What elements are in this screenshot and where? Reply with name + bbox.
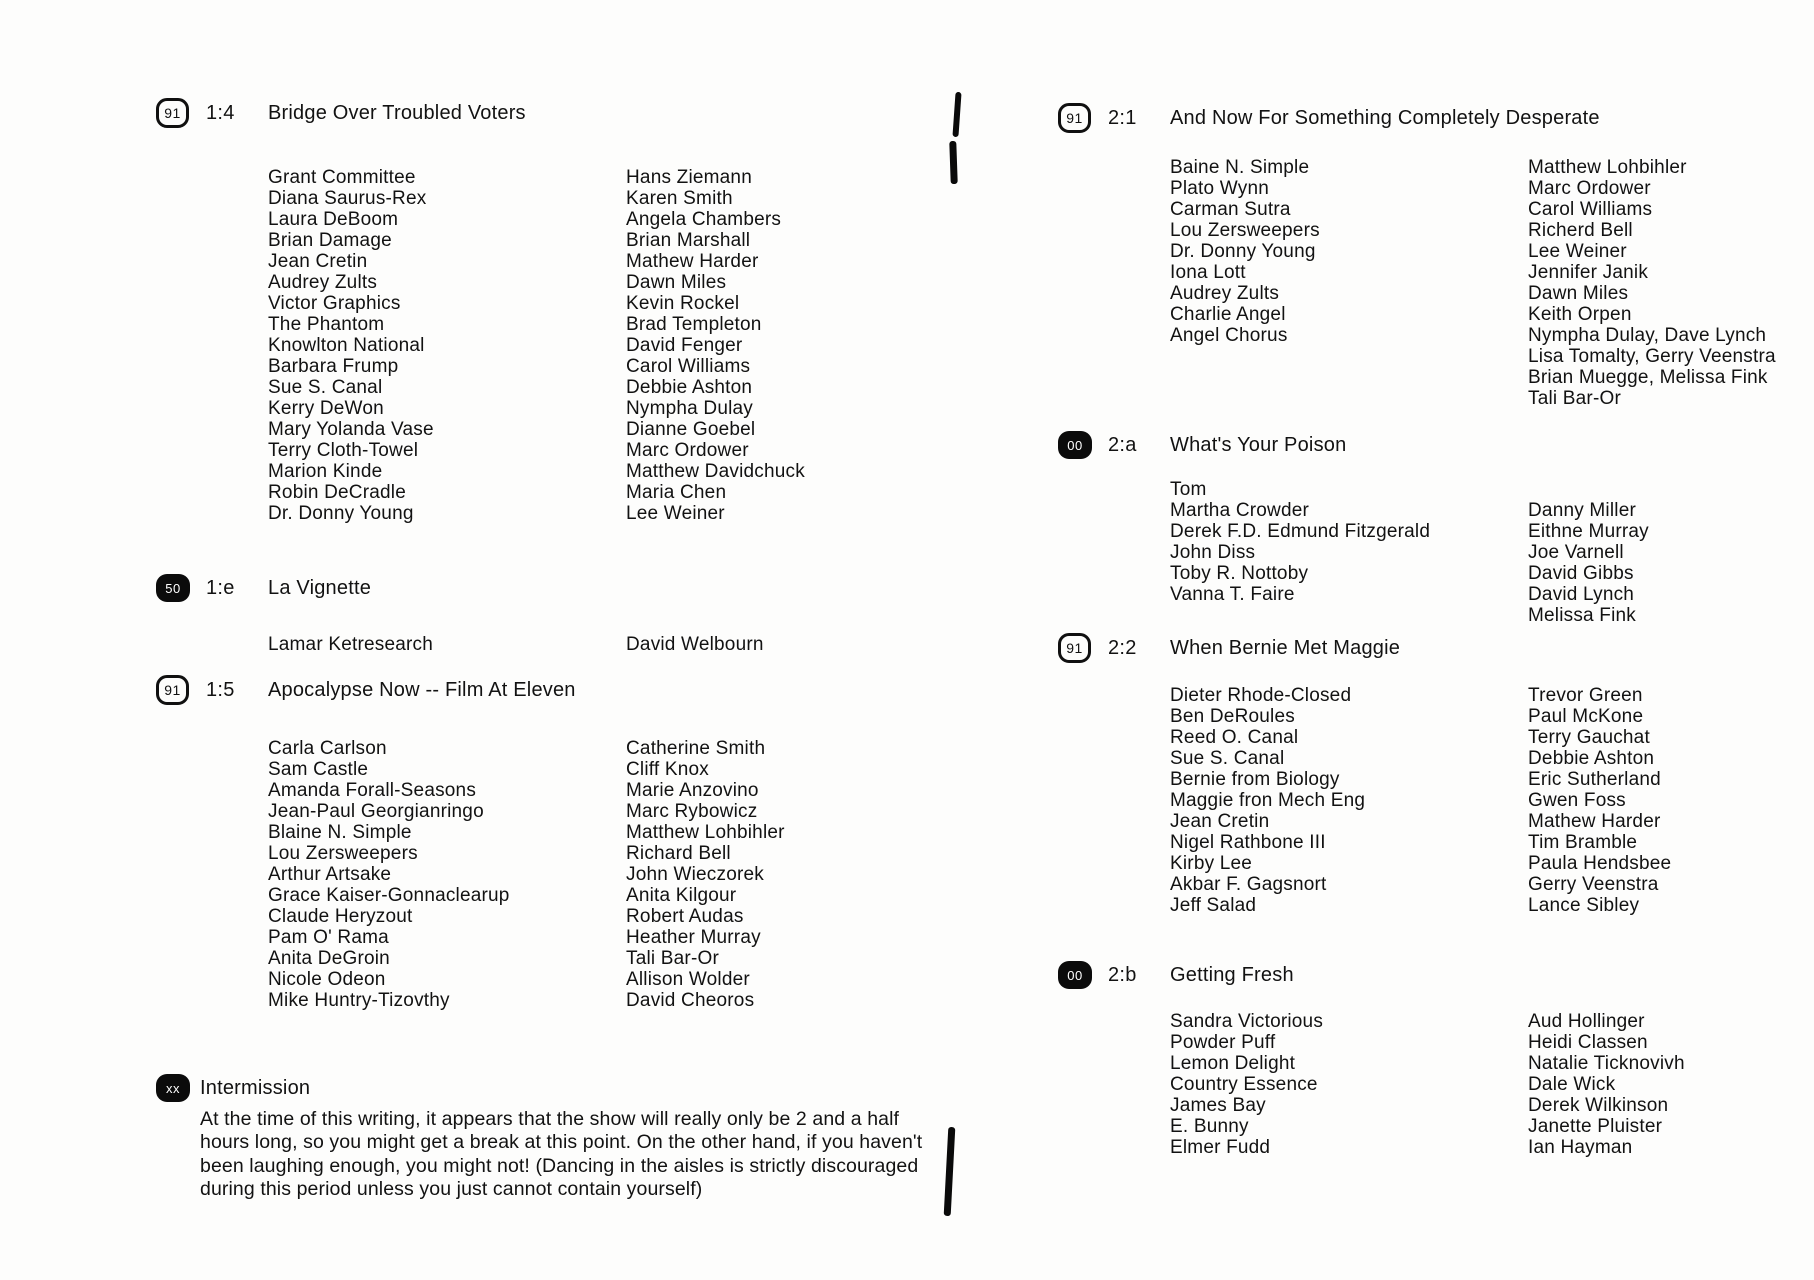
section-header — [156, 573, 1056, 602]
cast-name: Country Essence — [1170, 1074, 1318, 1095]
section-act-2-a — [1058, 430, 1814, 626]
performers-column — [626, 634, 1056, 655]
cast-name: Mike Huntry-Tizovthy — [268, 990, 450, 1011]
section-header — [1058, 960, 1814, 989]
cast-name: Vanna T. Faire — [1170, 584, 1295, 605]
rating-badge: 91 — [156, 675, 189, 705]
cast-name: Charlie Angel — [1170, 304, 1286, 325]
section-title: When Bernie Met Maggie — [1170, 637, 1401, 659]
cast-name: David Cheoros — [626, 990, 755, 1011]
cast-list — [1170, 685, 1814, 916]
cast-name: Elmer Fudd — [1170, 1137, 1271, 1158]
characters-column — [1170, 157, 1528, 409]
cast-name: Allison Wolder — [626, 969, 750, 990]
cast-name: Amanda Forall-Seasons — [268, 780, 477, 801]
cast-name: Akbar F. Gagsnort — [1170, 874, 1327, 895]
cast-name: Barbara Frump — [268, 356, 399, 377]
cast-name: Derek F.D. Edmund Fitzgerald — [1170, 521, 1431, 542]
cast-name: Grace Kaiser-Gonnaclearup — [268, 885, 510, 906]
cast-name: Diana Saurus-Rex — [268, 188, 427, 209]
characters-column — [268, 634, 626, 655]
cast-name: Carol Williams — [626, 356, 751, 377]
cast-name: Danny Miller — [1528, 500, 1636, 521]
cast-name: Nicole Odeon — [268, 969, 386, 990]
cast-name: Robert Audas — [626, 906, 744, 927]
cast-name: Lee Weiner — [626, 503, 725, 524]
section-code: 1:4 — [206, 102, 235, 124]
badge-cell — [1058, 430, 1108, 459]
cast-name: Lisa Tomalty, Gerry Veenstra — [1528, 346, 1776, 367]
cast-name: Maria Chen — [626, 482, 727, 503]
cast-name: Janette Pluister — [1528, 1116, 1663, 1137]
cast-list — [268, 634, 1056, 655]
cast-list — [268, 738, 1056, 1011]
characters-column — [268, 167, 626, 524]
cast-name: Brad Templeton — [626, 314, 762, 335]
badge-cell — [1058, 960, 1108, 989]
cast-name: David Gibbs — [1528, 563, 1634, 584]
cast-name: Karen Smith — [626, 188, 733, 209]
cast-name: Hans Ziemann — [626, 167, 752, 188]
cast-name: Lee Weiner — [1528, 241, 1627, 262]
section-title: What's Your Poison — [1170, 434, 1347, 456]
cast-name: Claude Heryzout — [268, 906, 413, 927]
section-header — [1058, 633, 1814, 663]
cast-name: Melissa Fink — [1528, 605, 1636, 626]
cast-list — [1170, 157, 1814, 409]
cast-name: Audrey Zults — [1170, 283, 1280, 304]
cast-name: Terry Cloth-Towel — [268, 440, 419, 461]
section-code: 1:5 — [206, 679, 235, 701]
cast-name: Dr. Donny Young — [268, 503, 414, 524]
section-code: 2:1 — [1108, 107, 1137, 129]
cast-name: Lamar Ketresearch — [268, 634, 433, 655]
performers-column — [1528, 685, 1814, 916]
cast-name: Gerry Veenstra — [1528, 874, 1659, 895]
cast-name: Matthew Davidchuck — [626, 461, 805, 482]
badge-cell — [1058, 633, 1108, 663]
cast-name: Blaine N. Simple — [268, 822, 412, 843]
section-header — [156, 675, 1056, 705]
cast-name: Laura DeBoom — [268, 209, 399, 230]
cast-name: Richard Bell — [626, 843, 731, 864]
intermission-note: At the time of this writing, it appears that the show will really only be 2 and a half hours long, so you might get a break at this point. On the other hand, if you haven't been laughing enough, you might not! (Dancing in the aisles is strictly discouraged during this period unless you just cannot contain yourself) — [200, 1108, 923, 1200]
cast-name: Gwen Foss — [1528, 790, 1626, 811]
section-header — [1058, 430, 1814, 459]
cast-name: John Diss — [1170, 542, 1256, 563]
cast-name: Catherine Smith — [626, 738, 766, 759]
cast-name: Marc Ordower — [1528, 178, 1651, 199]
section-header — [156, 98, 1056, 128]
cast-name: Jean-Paul Georgianringo — [268, 801, 484, 822]
cast-name: Marc Ordower — [626, 440, 749, 461]
section-act-2-b — [1058, 960, 1814, 1158]
cast-name: Dr. Donny Young — [1170, 241, 1316, 262]
cast-name: Kevin Rockel — [626, 293, 740, 314]
badge-cell — [156, 98, 206, 128]
cast-name: Natalie Ticknovivh — [1528, 1053, 1685, 1074]
cast-name: Matthew Lohbihler — [1528, 157, 1687, 178]
cast-name: Anita Kilgour — [626, 885, 737, 906]
cast-name: Maggie fron Mech Eng — [1170, 790, 1366, 811]
cast-list — [1170, 479, 1814, 626]
cast-name: Paula Hendsbee — [1528, 853, 1672, 874]
cast-name: Tali Bar-Or — [1528, 388, 1621, 409]
cast-name: Nympha Dulay — [626, 398, 754, 419]
cast-name: Kerry DeWon — [268, 398, 384, 419]
cast-name: Sam Castle — [268, 759, 369, 780]
rating-badge: 91 — [1058, 103, 1091, 133]
rating-badge: 00 — [1058, 961, 1092, 989]
cast-name: Dianne Goebel — [626, 419, 756, 440]
cast-name: Baine N. Simple — [1170, 157, 1310, 178]
cast-name: Knowlton National — [268, 335, 425, 356]
cast-name: Dieter Rhode-Closed — [1170, 685, 1352, 706]
cast-list — [268, 167, 1056, 524]
cast-name: Mary Yolanda Vase — [268, 419, 434, 440]
badge-cell — [156, 573, 206, 602]
cast-name: Jean Cretin — [1170, 811, 1270, 832]
section-code: 1:e — [206, 577, 235, 599]
cast-name: Ian Hayman — [1528, 1137, 1633, 1158]
cast-name: Victor Graphics — [268, 293, 401, 314]
cast-name: Sue S. Canal — [1170, 748, 1285, 769]
cast-name: David Lynch — [1528, 584, 1635, 605]
section-title: And Now For Something Completely Desperate — [1170, 107, 1600, 129]
cast-list — [1170, 1011, 1814, 1158]
cast-name: Toby R. Nottoby — [1170, 563, 1309, 584]
characters-column — [1170, 1011, 1528, 1158]
cast-name: Powder Puff — [1170, 1032, 1276, 1053]
performers-column — [1528, 157, 1814, 409]
cast-name: Pam O' Rama — [268, 927, 389, 948]
cast-name: Jennifer Janik — [1528, 262, 1649, 283]
cast-name: Brian Marshall — [626, 230, 751, 251]
cast-name: Arthur Artsake — [268, 864, 392, 885]
cast-name: Eric Sutherland — [1528, 769, 1661, 790]
cast-name: Eithne Murray — [1528, 521, 1649, 542]
section-act-1-5 — [156, 675, 1056, 1011]
cast-name: Dawn Miles — [1528, 283, 1629, 304]
rating-badge: 91 — [1058, 633, 1091, 663]
cast-name: Nigel Rathbone III — [1170, 832, 1326, 853]
cast-name: Plato Wynn — [1170, 178, 1269, 199]
cast-name: Mathew Harder — [626, 251, 759, 272]
section-header — [1058, 103, 1814, 133]
cast-name: Anita DeGroin — [268, 948, 390, 969]
cast-name: Jean Cretin — [268, 251, 368, 272]
cast-name: Ben DeRoules — [1170, 706, 1295, 727]
section-title: La Vignette — [268, 577, 372, 599]
cast-name: Marie Anzovino — [626, 780, 759, 801]
cast-name: Lou Zersweepers — [268, 843, 418, 864]
characters-column — [268, 738, 626, 1011]
cast-name: Nympha Dulay, Dave Lynch — [1528, 325, 1767, 346]
cast-name: Matthew Lohbihler — [626, 822, 785, 843]
rating-badge: 50 — [156, 574, 190, 602]
performers-column — [1528, 479, 1814, 626]
section-code: 2:a — [1108, 434, 1137, 456]
rating-badge: xx — [156, 1074, 190, 1102]
cast-name: Carla Carlson — [268, 738, 387, 759]
cast-name: Carol Williams — [1528, 199, 1653, 220]
section-title: Bridge Over Troubled Voters — [268, 102, 526, 124]
cast-name: Paul McKone — [1528, 706, 1644, 727]
cast-name: Angel Chorus — [1170, 325, 1288, 346]
cast-name: Heidi Classen — [1528, 1032, 1648, 1053]
cast-name: Lance Sibley — [1528, 895, 1640, 916]
cast-name: Richerd Bell — [1528, 220, 1633, 241]
cast-name: Marion Kinde — [268, 461, 383, 482]
cast-name: Debbie Ashton — [1528, 748, 1655, 769]
performers-column — [626, 738, 1056, 1011]
cast-name: Trevor Green — [1528, 685, 1643, 706]
cast-name: John Wieczorek — [626, 864, 764, 885]
cast-name: Bernie from Biology — [1170, 769, 1340, 790]
cast-name: Terry Gauchat — [1528, 727, 1650, 748]
performers-column — [1528, 1011, 1814, 1158]
characters-column — [1170, 479, 1528, 626]
rating-badge: 91 — [156, 98, 189, 128]
section-title: Apocalypse Now -- Film At Eleven — [268, 679, 576, 701]
section-act-1-e — [156, 573, 1056, 655]
cast-name: Audrey Zults — [268, 272, 378, 293]
badge-cell — [1058, 103, 1108, 133]
section-act-2-1 — [1058, 103, 1814, 409]
cast-name: Reed O. Canal — [1170, 727, 1299, 748]
cast-name: Sandra Victorious — [1170, 1011, 1324, 1032]
cast-name: James Bay — [1170, 1095, 1266, 1116]
cast-name: Tim Bramble — [1528, 832, 1638, 853]
cast-name: Brian Muegge, Melissa Fink — [1528, 367, 1768, 388]
cast-name: Robin DeCradle — [268, 482, 406, 503]
characters-column — [1170, 685, 1528, 916]
cast-name: Debbie Ashton — [626, 377, 753, 398]
cast-name: Joe Varnell — [1528, 542, 1624, 563]
cast-name: Dale Wick — [1528, 1074, 1616, 1095]
cast-name: Tali Bar-Or — [626, 948, 719, 969]
cast-name: Iona Lott — [1170, 262, 1246, 283]
cast-name: David Fenger — [626, 335, 743, 356]
cast-name: Kirby Lee — [1170, 853, 1253, 874]
section-code: 2:b — [1108, 964, 1137, 986]
performers-column — [626, 167, 1056, 524]
rating-badge: 00 — [1058, 431, 1092, 459]
cast-name: Marc Rybowicz — [626, 801, 758, 822]
ink-mark — [949, 141, 957, 184]
cast-name: Carman Sutra — [1170, 199, 1291, 220]
section-act-2-2 — [1058, 633, 1814, 916]
cast-name: E. Bunny — [1170, 1116, 1249, 1137]
section-code: 2:2 — [1108, 637, 1137, 659]
cast-name: Tom — [1170, 479, 1207, 500]
cast-name: Sue S. Canal — [268, 377, 383, 398]
cast-name: David Welbourn — [626, 634, 764, 655]
cast-name: The Phantom — [268, 314, 385, 335]
cast-name: Dawn Miles — [626, 272, 727, 293]
cast-name: Angela Chambers — [626, 209, 782, 230]
cast-name: Keith Orpen — [1528, 304, 1632, 325]
cast-name: Mathew Harder — [1528, 811, 1661, 832]
cast-name: Lou Zersweepers — [1170, 220, 1320, 241]
badge-cell — [156, 675, 206, 705]
cast-name: Derek Wilkinson — [1528, 1095, 1669, 1116]
badge-cell — [156, 1073, 200, 1102]
cast-name: Jeff Salad — [1170, 895, 1257, 916]
section-intermission — [156, 1073, 1056, 1201]
section-header — [156, 1073, 1056, 1102]
cast-name: Brian Damage — [268, 230, 392, 251]
cast-name: Cliff Knox — [626, 759, 709, 780]
cast-name: Aud Hollinger — [1528, 1011, 1645, 1032]
section-title: Intermission — [200, 1077, 311, 1099]
section-act-1-4 — [156, 98, 1056, 524]
cast-name: Grant Committee — [268, 167, 416, 188]
cast-name: Martha Crowder — [1170, 500, 1310, 521]
section-title: Getting Fresh — [1170, 964, 1294, 986]
cast-name: Heather Murray — [626, 927, 761, 948]
cast-name: Lemon Delight — [1170, 1053, 1296, 1074]
